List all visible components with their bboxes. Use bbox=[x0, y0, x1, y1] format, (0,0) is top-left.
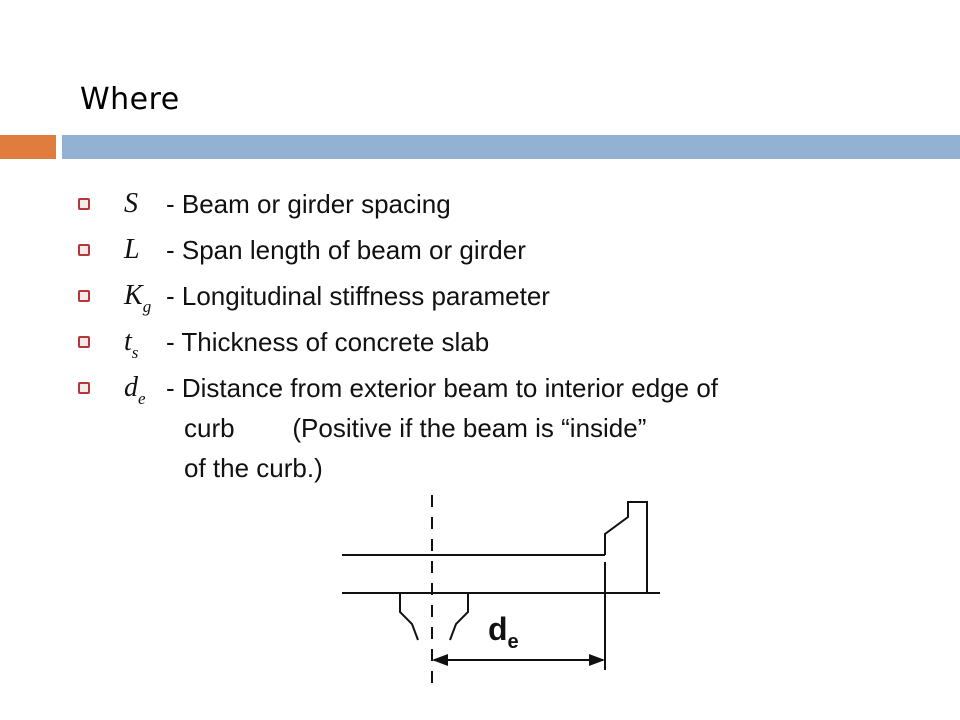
symbol: $t_s$ bbox=[124, 326, 139, 362]
list-item bbox=[78, 184, 718, 230]
beam-stem-right bbox=[450, 593, 468, 640]
definition-text: - Distance from exterior beam to interior edge of bbox=[166, 373, 719, 403]
bullet-icon bbox=[78, 336, 90, 348]
list-item bbox=[78, 322, 718, 368]
symbol: $K_g$ bbox=[124, 280, 152, 316]
curb-outline bbox=[605, 502, 647, 593]
symbol-subscript: g bbox=[142, 297, 152, 316]
bullet-icon bbox=[78, 244, 90, 256]
definition-list bbox=[78, 184, 718, 488]
list-item bbox=[78, 368, 718, 488]
definition-text-line2: curb (Positive if the beam is “inside” bbox=[184, 413, 647, 443]
bullet-icon bbox=[78, 290, 90, 302]
dimension-arrow-right bbox=[589, 654, 605, 666]
dimension-arrow-left bbox=[432, 654, 448, 666]
dimension-label: $d_e$ bbox=[488, 611, 519, 653]
symbol: L bbox=[124, 234, 140, 265]
bullet-icon bbox=[78, 198, 90, 210]
symbol: S bbox=[124, 188, 138, 219]
curb-distance-diagram bbox=[330, 490, 660, 690]
definition-text: - Span length of beam or girder bbox=[166, 235, 526, 265]
symbol-subscript: e bbox=[138, 389, 146, 408]
header-bar-accent bbox=[0, 135, 56, 159]
list-item bbox=[78, 230, 718, 276]
header-bar bbox=[62, 135, 960, 159]
symbol: $d_e$ bbox=[124, 372, 146, 408]
definition-text: - Longitudinal stiffness parameter bbox=[166, 281, 550, 311]
definition-text: - Thickness of concrete slab bbox=[166, 327, 490, 357]
definition-text-line3: of the curb.) bbox=[184, 453, 323, 483]
beam-stem-left bbox=[400, 593, 418, 640]
slide-title: Where bbox=[80, 82, 180, 117]
definition-text: - Beam or girder spacing bbox=[166, 189, 451, 219]
symbol-subscript: s bbox=[131, 343, 139, 362]
list-item bbox=[78, 276, 718, 322]
bullet-icon bbox=[78, 382, 90, 394]
definition-text-block bbox=[166, 368, 718, 488]
dimension-label-subscript: e bbox=[507, 631, 519, 653]
